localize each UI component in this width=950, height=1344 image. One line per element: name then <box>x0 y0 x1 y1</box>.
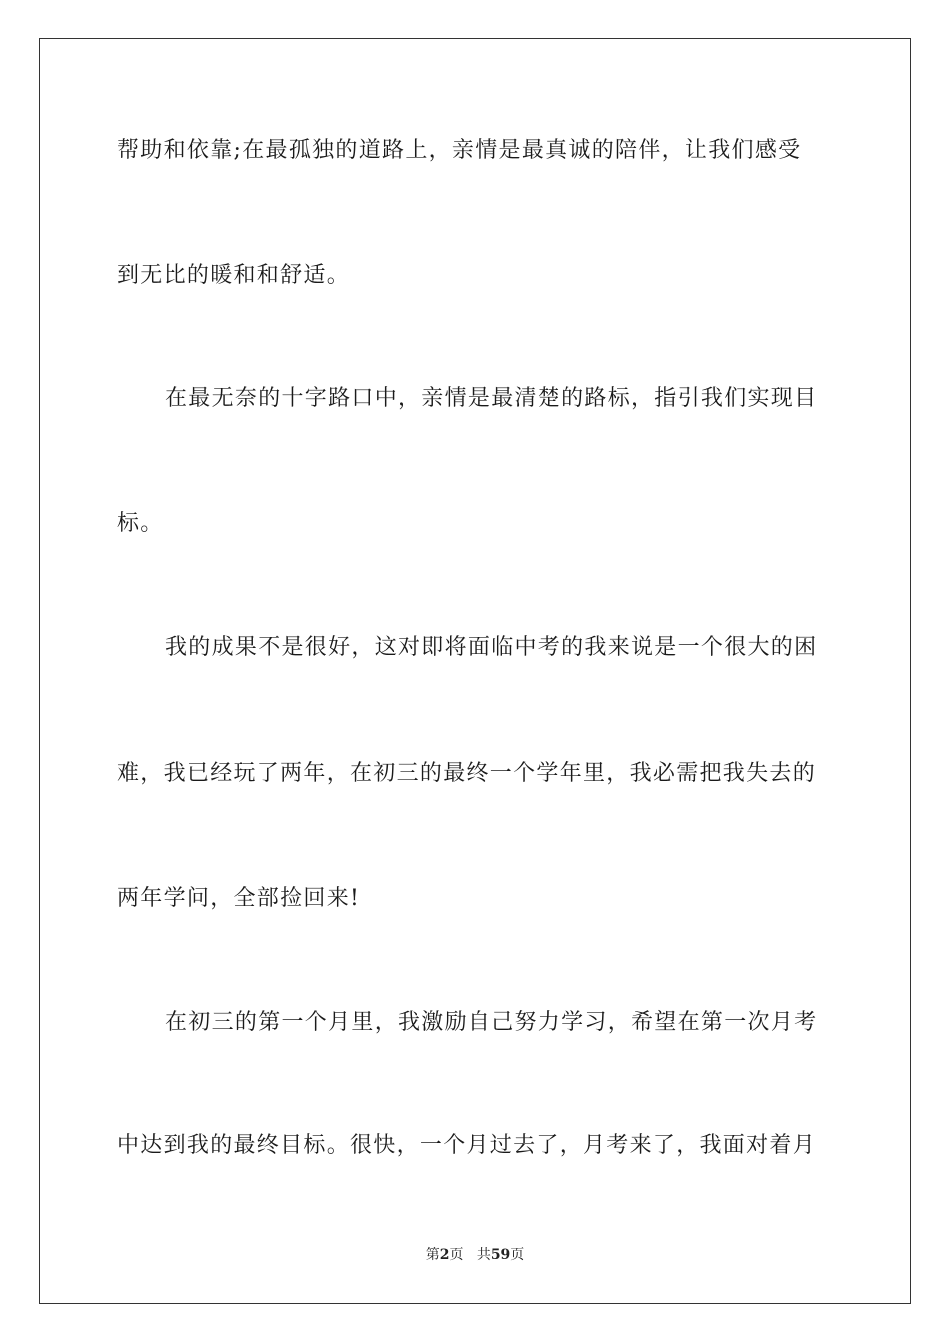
paragraph-line: 两年学问，全部捡回来! <box>117 886 361 911</box>
page-border <box>39 38 911 1304</box>
total-pages: 59 <box>490 1247 511 1263</box>
page-suffix: 页 <box>449 1247 464 1263</box>
paragraph-line: 在最无奈的十字路口中，亲情是最清楚的路标，指引我们实现目 <box>165 386 818 411</box>
total-suffix: 页 <box>510 1247 525 1263</box>
paragraph-line: 到无比的暖和和舒适。 <box>117 263 351 288</box>
page-prefix: 第 <box>425 1247 440 1263</box>
paragraph-line: 帮助和依靠;在最孤独的道路上，亲情是最真诚的陪伴，让我们感受 <box>117 138 802 163</box>
paragraph-line: 中达到我的最终目标。很快，一个月过去了，月考来了，我面对着月 <box>117 1133 817 1158</box>
paragraph-line: 在初三的第一个月里，我激励自己努力学习，希望在第一次月考 <box>165 1010 818 1035</box>
paragraph-line: 难，我已经玩了两年，在初三的最终一个学年里，我必需把我失去的 <box>117 761 817 786</box>
page-number: 2 <box>439 1247 450 1263</box>
paragraph-line: 我的成果不是很好，这对即将面临中考的我来说是一个很大的困 <box>165 635 818 660</box>
paragraph-line: 标。 <box>117 511 164 536</box>
total-prefix: 共 <box>476 1247 491 1263</box>
page-footer <box>0 1245 950 1265</box>
